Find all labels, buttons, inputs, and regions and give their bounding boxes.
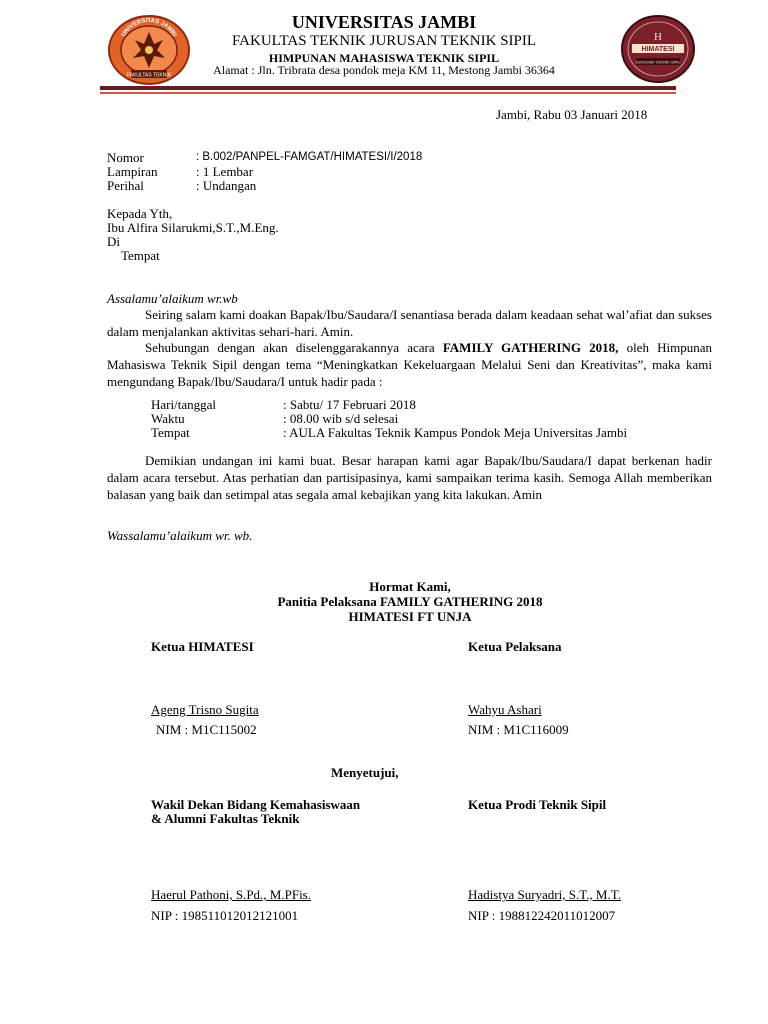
lampiran-label: Lampiran xyxy=(107,164,158,179)
date-line: Jambi, Rabu 03 Januari 2018 xyxy=(496,107,648,122)
sig2-right-title: Ketua Prodi Teknik Sipil xyxy=(468,797,607,812)
sig-left-id: NIM : M1C115002 xyxy=(156,722,257,737)
perihal-label: Perihal xyxy=(107,178,144,193)
address: Alamat : Jln. Tribrata desa pondok meja KM 11, Mestong Jambi 36364 xyxy=(213,63,555,77)
sig2-right-id: NIP : 198812242011012007 xyxy=(468,908,616,923)
schedule-time-value: : 08.00 wib s/d selesai xyxy=(283,411,399,426)
schedule-date-value: : Sabtu/ 17 Februari 2018 xyxy=(283,397,416,412)
signoff-regards: Hormat Kami, xyxy=(369,579,451,594)
schedule-time-label: Waktu xyxy=(151,411,185,426)
sig-left-title: Ketua HIMATESI xyxy=(151,639,254,654)
signoff-committee: Panitia Pelaksana FAMILY GATHERING 2018 xyxy=(277,594,543,609)
left-logo-top-text: UNIVERSITAS JAMBI xyxy=(120,17,178,38)
sig2-right-name: Hadistya Suryadri, S.T., M.T. xyxy=(468,887,621,902)
schedule-place-value: : AULA Fakultas Teknik Kampus Pondok Meja Universitas Jambi xyxy=(283,425,628,440)
event-name: FAMILY GATHERING 2018, xyxy=(442,340,619,355)
university-name: UNIVERSITAS JAMBI xyxy=(291,12,477,32)
faculty-name: FAKULTAS TEKNIK JURUSAN TEKNIK SIPIL xyxy=(231,33,537,49)
perihal-value: : Undangan xyxy=(196,178,257,193)
left-logo-bottom-text: FAKULTAS TEKNIK xyxy=(126,72,172,79)
header-rule-thick xyxy=(100,86,676,90)
paragraph-2-rest: oleh Himpunan Mahasiswa Teknik Sipil dengan tema “Meningkatkan Kekeluargaan Melalui Seni dan Kreativitas”, maka kami mengundang Bapak/Ibu/Saudara/I untuk hadir pada : xyxy=(107,340,712,389)
sig-left-name: Ageng Trisno Sugita xyxy=(151,702,259,717)
sig2-left-id: NIP : 198511012012121001 xyxy=(151,908,299,923)
sig-right-name: Wahyu Ashari xyxy=(468,702,542,717)
paragraph-3: Demikian undangan ini kami buat. Besar harapan kami agar Bapak/Ibu/Saudara/I dapat berkenan hadir dalam acara tersebut. Atas perhatian dan partisipasinya, kami sampaikan terima kasih. Semoga Allah memberikan balasan yang baik dan setimpal atas segala amal kebajikan yang kita lakukan. Amin xyxy=(107,453,712,502)
opening-greeting: Assalamu’alaikum wr.wb xyxy=(107,291,238,306)
right-logo-initials: H xyxy=(654,31,662,43)
paragraph-2 xyxy=(107,339,712,390)
recipient-greeting: Kepada Yth, xyxy=(107,206,173,221)
sig2-left-title-1: Wakil Dekan Bidang Kemahasiswaan xyxy=(151,797,361,812)
closing-greeting: Wassalamu’alaikum wr. wb. xyxy=(107,528,253,543)
nomor-label: Nomor xyxy=(107,150,144,165)
right-logo-name: HIMATESI xyxy=(641,46,675,53)
recipient-name: Ibu Alfira Silarukmi,S.T.,M.Eng. xyxy=(107,220,279,235)
association-name: HIMPUNAN MAHASISWA TEKNIK SIPIL xyxy=(268,51,500,65)
schedule-date-label: Hari/tanggal xyxy=(151,397,216,412)
sig-right-title: Ketua Pelaksana xyxy=(468,639,562,654)
recipient-di: Di xyxy=(107,234,120,249)
sig-right-id: NIM : M1C116009 xyxy=(468,722,569,737)
schedule-place-label: Tempat xyxy=(151,425,190,440)
signoff-organization: HIMATESI FT UNJA xyxy=(348,609,472,624)
paragraph-2-intro: Sehubungan dengan akan diselenggarakannya acara xyxy=(145,340,443,355)
approval-label: Menyetujui, xyxy=(331,765,399,780)
nomor-value: : B.002/PANPEL-FAMGAT/HIMATESI/I/2018 xyxy=(196,151,423,163)
right-logo-ribbon: JURUSAN TEKNIK SIPIL xyxy=(635,59,681,65)
sig2-left-name: Haerul Pathoni, S.Pd., M.PFis. xyxy=(151,887,311,902)
header-rule-thin xyxy=(100,92,676,94)
recipient-place: Tempat xyxy=(121,248,160,263)
sig2-left-title-2: & Alumni Fakultas Teknik xyxy=(151,811,300,826)
paragraph-1: Seiring salam kami doakan Bapak/Ibu/Saudara/I senantiasa berada dalam keadaan sehat wal’afiat dan sukses dalam menjalankan aktivitas sehari-hari. Amin. xyxy=(107,307,712,339)
lampiran-value: : 1 Lembar xyxy=(196,164,254,179)
